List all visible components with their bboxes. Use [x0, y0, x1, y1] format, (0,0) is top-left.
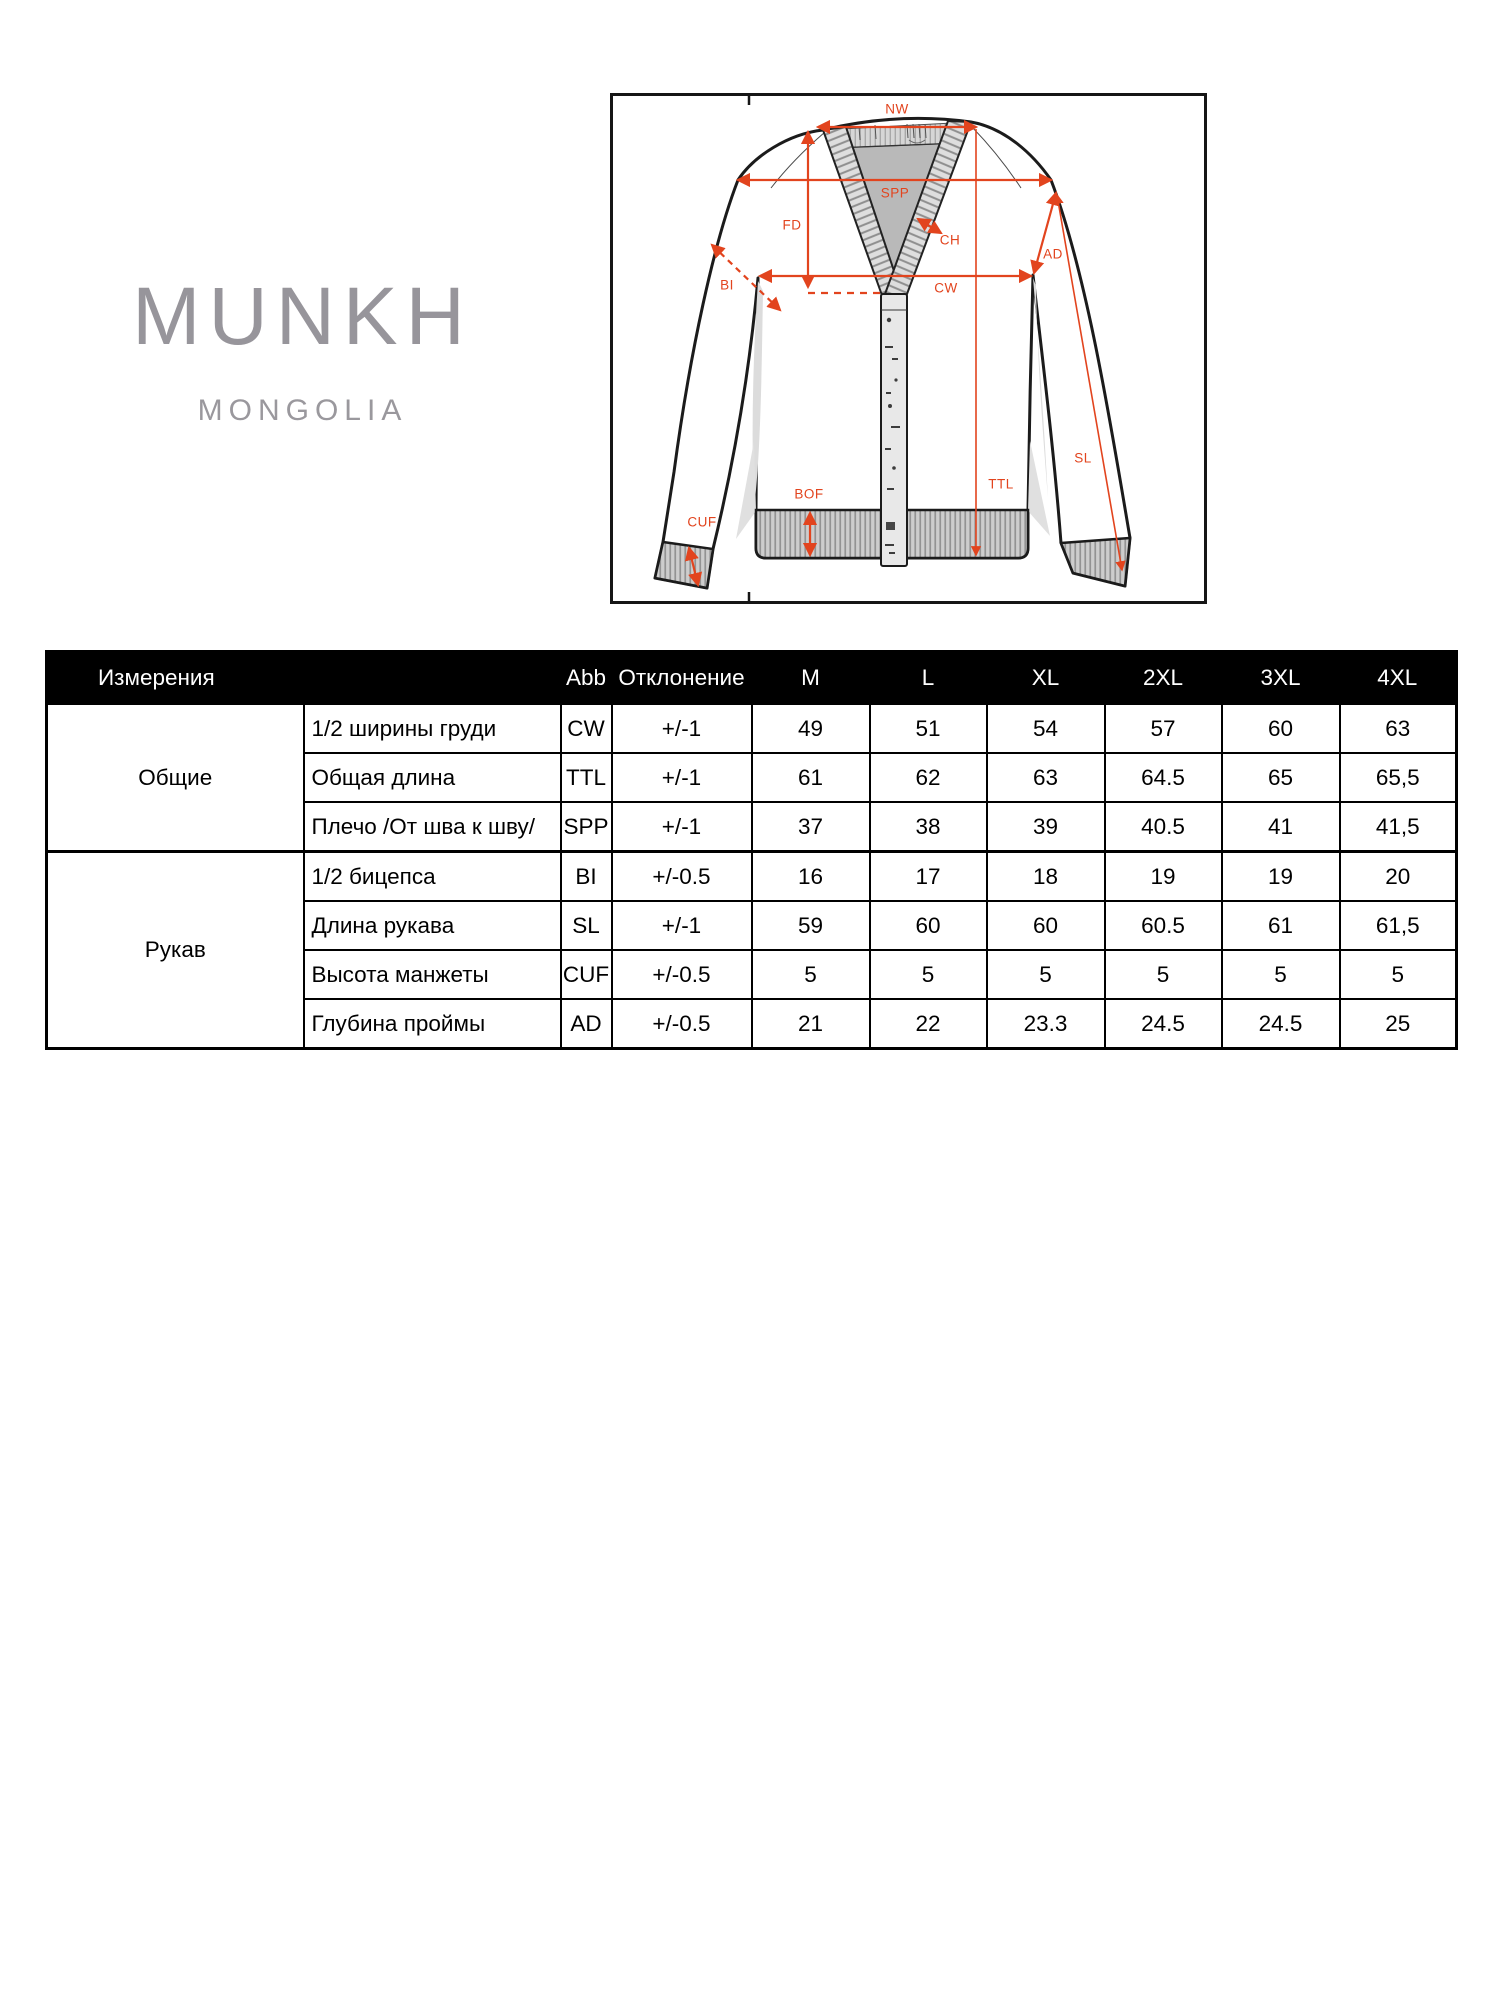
measure-label-fd: FD	[782, 217, 802, 233]
header-size-xl: XL	[987, 652, 1105, 705]
abbreviation: SL	[561, 901, 612, 950]
group-label-sleeve: Рукав	[47, 852, 304, 1049]
measure-label-nw: NW	[885, 101, 909, 117]
table-row	[47, 704, 1457, 753]
value-2xl: 40.5	[1105, 802, 1222, 852]
abbreviation: CW	[561, 704, 612, 753]
abbreviation: BI	[561, 852, 612, 902]
value-4xl: 63	[1340, 704, 1457, 753]
value-4xl: 61,5	[1340, 901, 1457, 950]
value-l: 60	[870, 901, 987, 950]
value-xl: 18	[987, 852, 1105, 902]
header-size-4xl: 4XL	[1340, 652, 1457, 705]
deviation: +/-0.5	[612, 852, 752, 902]
deviation: +/-1	[612, 802, 752, 852]
value-3xl: 19	[1222, 852, 1340, 902]
header-measurements: Измерения	[47, 652, 561, 705]
value-3xl: 61	[1222, 901, 1340, 950]
group-label-general: Общие	[47, 704, 304, 852]
header-size-2xl: 2XL	[1105, 652, 1222, 705]
value-4xl: 41,5	[1340, 802, 1457, 852]
value-l: 5	[870, 950, 987, 999]
abbreviation: TTL	[561, 753, 612, 802]
header-size-m: M	[752, 652, 870, 705]
value-3xl: 60	[1222, 704, 1340, 753]
deviation: +/-1	[612, 753, 752, 802]
value-3xl: 65	[1222, 753, 1340, 802]
value-3xl: 24.5	[1222, 999, 1340, 1049]
value-l: 17	[870, 852, 987, 902]
deviation: +/-1	[612, 901, 752, 950]
value-m: 16	[752, 852, 870, 902]
brand-subtitle: MONGOLIA	[197, 394, 408, 427]
value-4xl: 20	[1340, 852, 1457, 902]
value-3xl: 5	[1222, 950, 1340, 999]
measure-label-spp: SPP	[880, 185, 910, 201]
measure-label-bof: BOF	[794, 486, 824, 502]
brand-logo	[120, 271, 485, 428]
garment-diagram	[610, 93, 1207, 604]
value-m: 21	[752, 999, 870, 1049]
value-l: 62	[870, 753, 987, 802]
value-2xl: 24.5	[1105, 999, 1222, 1049]
value-xl: 39	[987, 802, 1105, 852]
value-4xl: 65,5	[1340, 753, 1457, 802]
measurement-name: 1/2 бицепса	[304, 852, 561, 902]
value-xl: 23.3	[987, 999, 1105, 1049]
measure-label-bi: BI	[720, 277, 734, 293]
value-2xl: 64.5	[1105, 753, 1222, 802]
value-2xl: 57	[1105, 704, 1222, 753]
measurement-name: Высота манжеты	[304, 950, 561, 999]
deviation: +/-0.5	[612, 950, 752, 999]
measurement-name: Длина рукава	[304, 901, 561, 950]
measure-label-ad: AD	[1043, 246, 1063, 262]
size-table	[45, 650, 1458, 1050]
brand-name: MUNKH	[132, 271, 473, 362]
value-l: 38	[870, 802, 987, 852]
abbreviation: SPP	[561, 802, 612, 852]
value-xl: 54	[987, 704, 1105, 753]
value-m: 61	[752, 753, 870, 802]
measurement-name: 1/2 ширины груди	[304, 704, 561, 753]
table-row	[47, 852, 1457, 902]
measure-label-cuf: CUF	[687, 514, 717, 530]
measurement-name: Общая длина	[304, 753, 561, 802]
abbreviation: AD	[561, 999, 612, 1049]
header-deviation: Отклонение	[612, 652, 752, 705]
measure-label-sl: SL	[1074, 450, 1092, 466]
measure-label-cw: CW	[934, 280, 958, 296]
deviation: +/-0.5	[612, 999, 752, 1049]
measurement-name: Плечо /От шва к шву/	[304, 802, 561, 852]
value-l: 51	[870, 704, 987, 753]
value-xl: 60	[987, 901, 1105, 950]
value-m: 37	[752, 802, 870, 852]
value-2xl: 5	[1105, 950, 1222, 999]
measurement-name: Глубина проймы	[304, 999, 561, 1049]
value-2xl: 60.5	[1105, 901, 1222, 950]
value-xl: 63	[987, 753, 1105, 802]
value-m: 59	[752, 901, 870, 950]
header-abb: Abb	[561, 652, 612, 705]
value-m: 49	[752, 704, 870, 753]
table-header-row	[47, 652, 1457, 705]
value-l: 22	[870, 999, 987, 1049]
header-size-l: L	[870, 652, 987, 705]
value-m: 5	[752, 950, 870, 999]
value-4xl: 5	[1340, 950, 1457, 999]
abbreviation: CUF	[561, 950, 612, 999]
deviation: +/-1	[612, 704, 752, 753]
value-2xl: 19	[1105, 852, 1222, 902]
value-3xl: 41	[1222, 802, 1340, 852]
value-4xl: 25	[1340, 999, 1457, 1049]
value-xl: 5	[987, 950, 1105, 999]
measure-label-ttl: TTL	[988, 476, 1014, 492]
measure-label-ch: CH	[939, 232, 961, 248]
header-size-3xl: 3XL	[1222, 652, 1340, 705]
